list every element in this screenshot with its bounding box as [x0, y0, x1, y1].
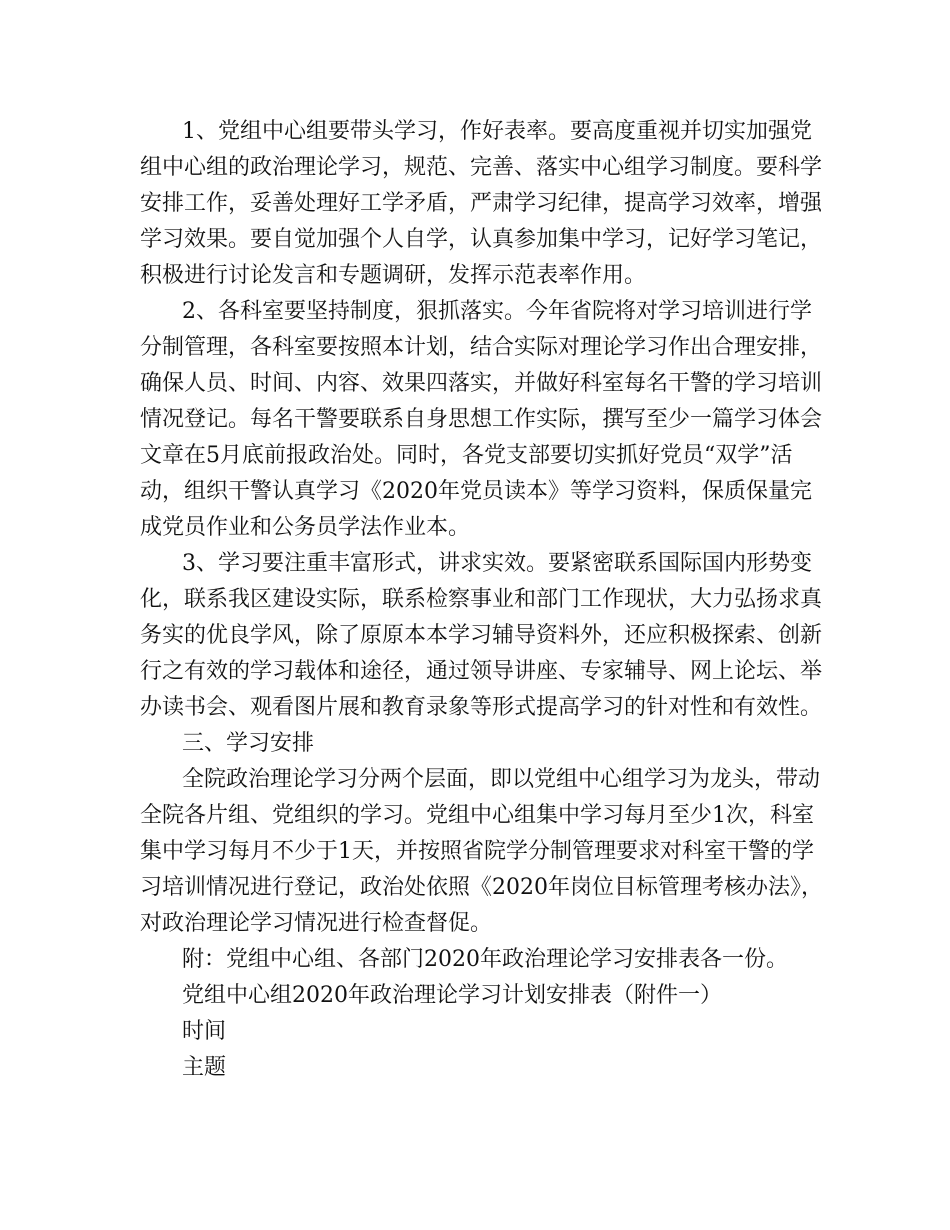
- paragraph-2-line-2: 分制管理，各科室要按照本计划，结合实际对理论学习作出合理安排，: [140, 335, 823, 360]
- paragraph-3-line-2: 化，联系我区建设实际，联系检察事业和部门工作现状，大力弘扬求真: [140, 587, 823, 612]
- paragraph-1-line-2: 组中心组的政治理论学习，规范、完善、落实中心组学习制度。要科学: [140, 155, 823, 180]
- section-heading-study-arrangement: 三、学习安排: [182, 731, 315, 756]
- paragraph-2-line-3: 确保人员、时间、内容、效果四落实，并做好科室每名干警的学习培训: [140, 371, 823, 396]
- paragraph-2-line-7: 成党员作业和公务员学法作业本。: [140, 515, 471, 540]
- attachment-note: 附：党组中心组、各部门2020年政治理论学习安排表各一份。: [182, 947, 788, 972]
- paragraph-4-line-4: 习培训情况进行登记，政治处依照《2020年岗位目标管理考核办法》，: [140, 875, 823, 900]
- paragraph-2-line-6: 动，组织干警认真学习《2020年党员读本》等学习资料，保质保量完: [140, 479, 812, 504]
- paragraph-4-line-3: 集中学习每月不少于1天，并按照省院学分制管理要求对科室干警的学: [140, 839, 814, 864]
- paragraph-3-line-1: 3、学习要注重丰富形式，讲求实效。要紧密联系国际国内形势变: [182, 551, 812, 576]
- table-header-topic: 主题: [182, 1055, 227, 1080]
- paragraph-2-line-4: 情况登记。每名干警要联系自身思想工作实际，撰写至少一篇学习体会: [140, 407, 823, 432]
- paragraph-1-line-3: 安排工作，妥善处理好工学矛盾，严肃学习纪律，提高学习效率，增强: [140, 191, 823, 216]
- paragraph-3-line-3: 务实的优良学风，除了原原本本学习辅导资料外，还应积极探索、创新: [140, 623, 823, 648]
- attachment-title: 党组中心组2020年政治理论学习计划安排表（附件一）: [182, 983, 722, 1008]
- paragraph-1-line-5: 积极进行讨论发言和专题调研，发挥示范表率作用。: [140, 263, 647, 288]
- paragraph-4-line-5: 对政治理论学习情况进行检查督促。: [140, 911, 493, 936]
- paragraph-2-line-1: 2、各科室要坚持制度，狠抓落实。今年省院将对学习培训进行学: [182, 299, 812, 324]
- paragraph-2-line-5: 文章在5月底前报政治处。同时，各党支部要切实抓好党员“双学”活: [140, 443, 793, 468]
- paragraph-1-line-1: 1、党组中心组要带头学习，作好表率。要高度重视并切实加强党: [182, 119, 812, 144]
- paragraph-1-line-4: 学习效果。要自觉加强个人自学，认真参加集中学习，记好学习笔记，: [140, 227, 823, 252]
- paragraph-4-line-2: 全院各片组、党组织的学习。党组中心组集中学习每月至少1次，科室: [140, 803, 814, 828]
- paragraph-3-line-4: 行之有效的学习载体和途径，通过领导讲座、专家辅导、网上论坛、举: [140, 659, 823, 684]
- paragraph-3-line-5: 办读书会、观看图片展和教育录象等形式提高学习的针对性和有效性。: [140, 695, 823, 720]
- table-header-time: 时间: [182, 1019, 227, 1044]
- paragraph-4-line-1: 全院政治理论学习分两个层面，即以党组中心组学习为龙头，带动: [182, 767, 821, 792]
